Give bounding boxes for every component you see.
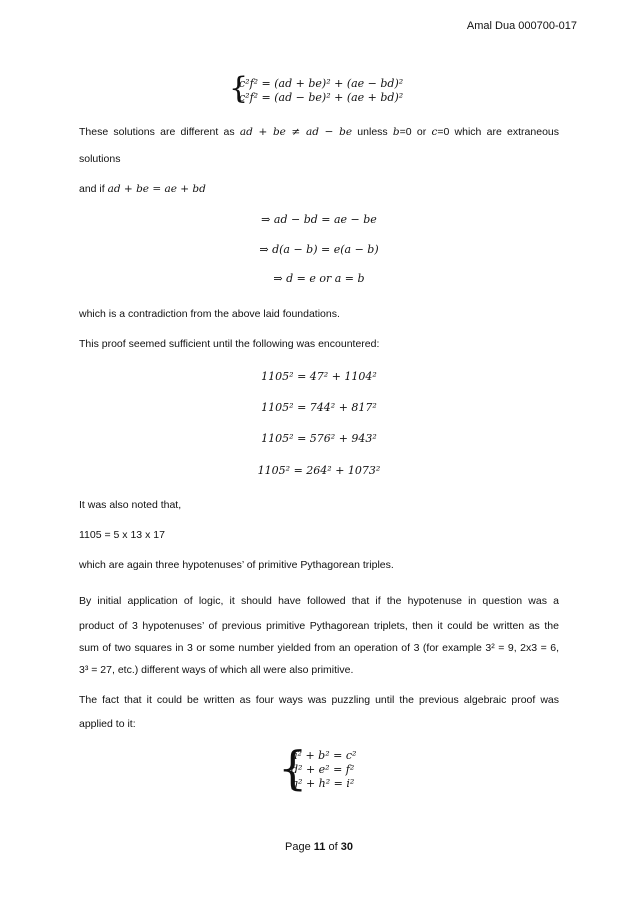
logic-line-3: sum of two squares in 3 or some number yielded from an operation of 3 (for example 3² = 9, 2x3 = 6,: [79, 642, 559, 654]
para-solutions-line2: solutions: [79, 153, 121, 165]
proof-sufficient-text: This proof seemed sufficient until the following was encountered:: [79, 338, 380, 350]
page-footer: Page 11 of 30: [285, 841, 353, 853]
puzzle-line-1: The fact that it could be written as four ways was puzzling until the previous algebraic proof was: [79, 694, 559, 706]
system1-line-1: c²f² = (ad + be)² + (ae − bd)²: [239, 77, 404, 90]
equation-1105-c: 1105² = 576² + 943²: [261, 432, 377, 445]
page-header: Amal Dua 000700-017: [466, 20, 577, 32]
logic-line-1: By initial application of logic, it should have followed that if the hypotenuse in question was a: [79, 595, 559, 607]
hypotenuses-text: which are again three hypotenuses’ of primitive Pythagorean triples.: [79, 559, 394, 571]
left-brace-large: {: [278, 741, 308, 795]
contradiction-text: which is a contradiction from the above laid foundations.: [79, 308, 340, 320]
equation-1105-b: 1105² = 744² + 817²: [261, 401, 377, 414]
left-brace: {: [229, 71, 249, 106]
puzzle-line-2: applied to it:: [79, 718, 136, 730]
and-if-line: and if ad + be = ae + bd: [79, 183, 206, 195]
equation-1105-a: 1105² = 47² + 1104²: [261, 370, 377, 383]
system2-line-2: d² + e² = f²: [291, 763, 355, 776]
logic-line-2: product of 3 hypotenuses’ of previous primitive Pythagorean triplets, then it could be written as the: [79, 620, 559, 632]
equation-1105-d: 1105² = 264² + 1073²: [257, 464, 381, 477]
para-solutions: These solutions are different as ad + be ≠ ad − be unless b=0 or c=0 which are extraneous: [79, 126, 559, 138]
page-total: 30: [340, 841, 353, 853]
logic-line-4: 3³ = 27, etc.) different ways of which all were also primitive.: [79, 664, 354, 676]
equation-system-1: [229, 71, 429, 107]
factorization-text: 1105 = 5 x 13 x 17: [79, 529, 165, 541]
system2-line-3: g² + h² = i²: [291, 777, 355, 790]
step-2: ⇒ d(a − b) = e(a − b): [259, 243, 379, 256]
system2-line-1: a² + b² = c²: [291, 749, 357, 762]
step-1: ⇒ ad − bd = ae − be: [261, 213, 377, 226]
page-number: 11: [313, 841, 326, 853]
equation-system-2: [278, 741, 398, 795]
noted-text: It was also noted that,: [79, 499, 182, 511]
system1-line-2: c²f² = (ad − be)² + (ae + bd)²: [239, 91, 404, 104]
step-3: ⇒ d = e or a = b: [273, 272, 365, 285]
